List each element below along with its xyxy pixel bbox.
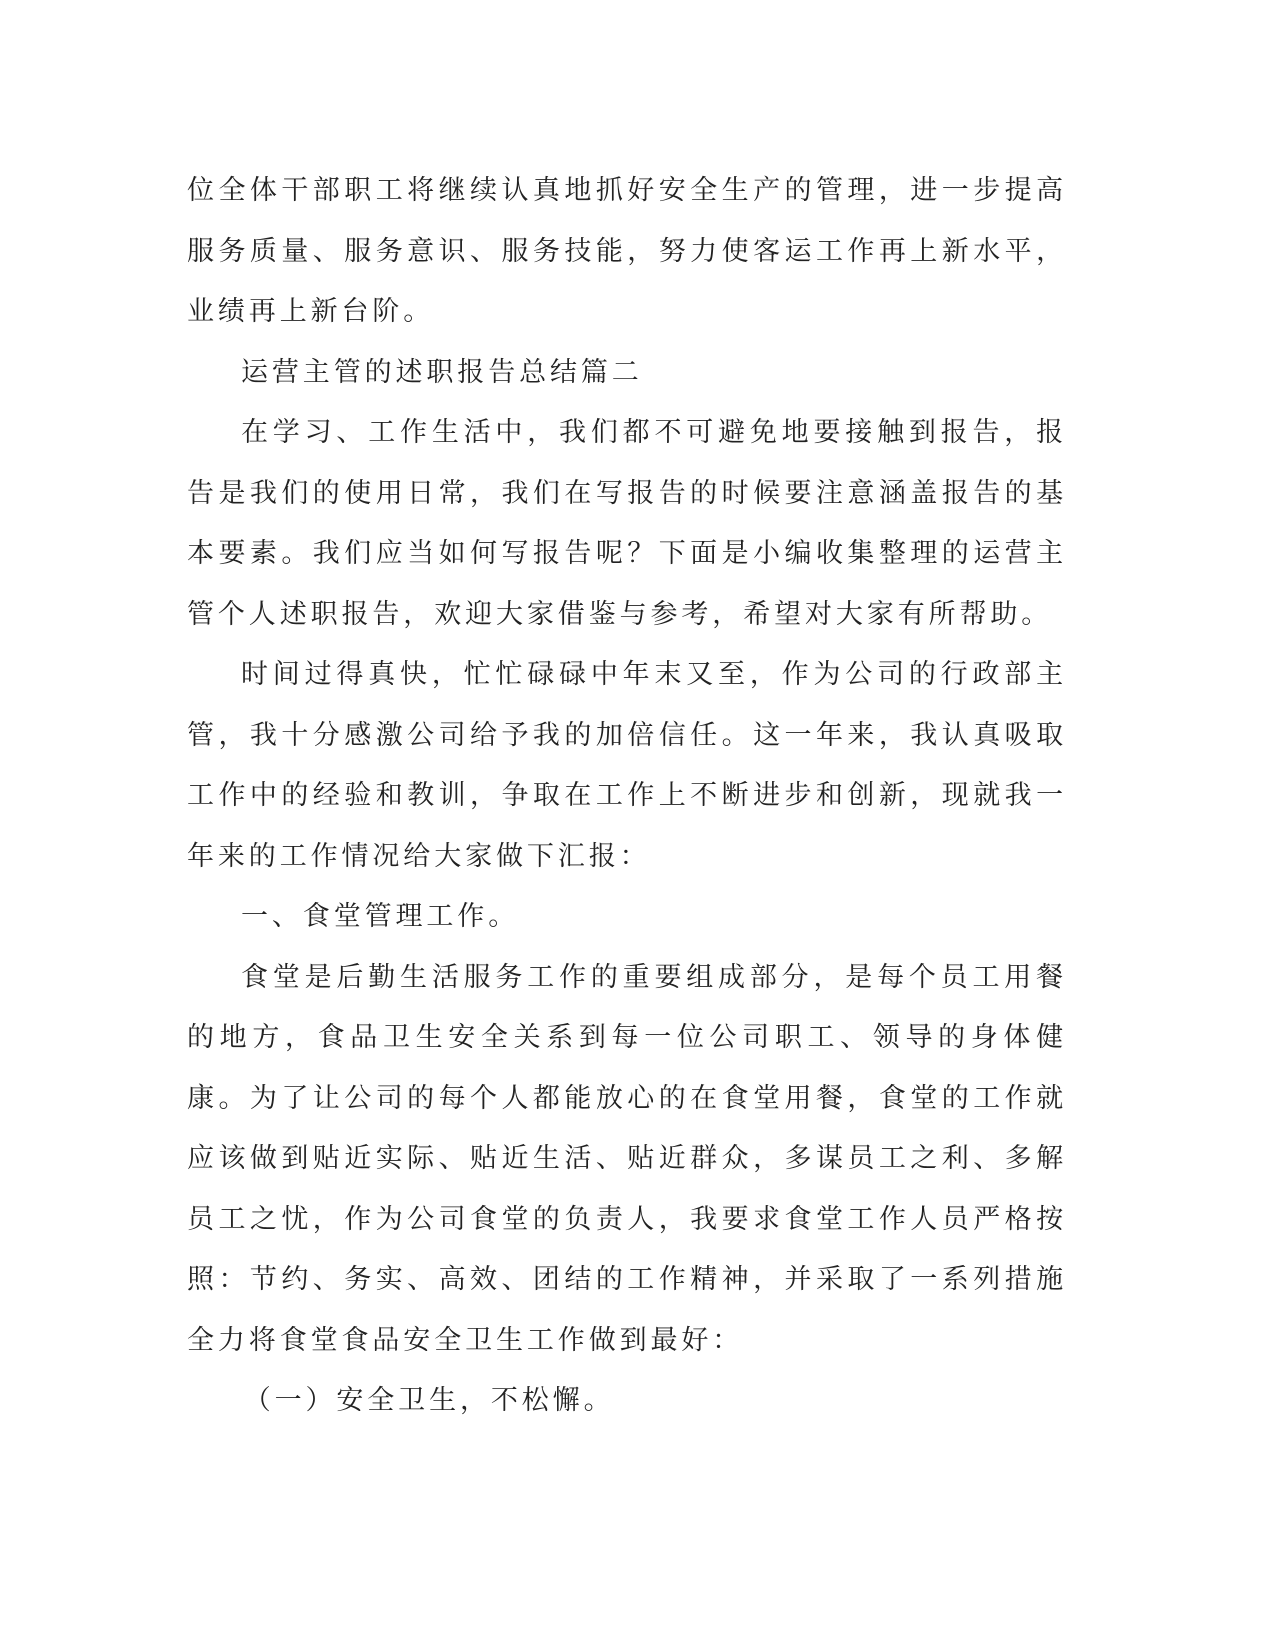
paragraph-intro: 在学习、工作生活中，我们都不可避免地要接触到报告，报告是我们的使用日常，我们在写报告的时候要注意涵盖报告的基本要素。我们应当如何写报告呢？下面是小编收集整理的运营主管个人述职报告，欢迎大家借鉴与参考，希望对大家有所帮助。: [187, 417, 1067, 630]
section-title: 运营主管的述职报告总结篇二: [241, 356, 643, 388]
paragraph-continuation: 位全体干部职工将继续认真地抓好安全生产的管理，进一步提高服务质量、服务意识、服务技能，努力使客运工作再上新水平，业绩再上新台阶。: [187, 175, 1067, 327]
heading-canteen-management: 一、食堂管理工作。: [241, 901, 520, 932]
paragraph-summary: 时间过得真快，忙忙碌碌中年末又至，作为公司的行政部主管，我十分感激公司给予我的加倍信任。这一年来，我认真吸取工作中的经验和教训，争取在工作上不断进步和创新，现就我一年来的工作情况给大家做下汇报：: [187, 659, 1067, 872]
document-body: [187, 161, 1067, 1432]
subheading-safety-hygiene: （一）安全卫生，不松懈。: [243, 1385, 615, 1416]
paragraph-canteen: 食堂是后勤生活服务工作的重要组成部分，是每个员工用餐的地方，食品卫生安全关系到每一位公司职工、领导的身体健康。为了让公司的每个人都能放心的在食堂用餐，食堂的工作就应该做到贴近实际、贴近生活、贴近群众，多谋员工之利、多解员工之忧，作为公司食堂的负责人，我要求食堂工作人员严格按照：节约、务实、高效、团结的工作精神，并采取了一系列措施全力将食堂食品安全卫生工作做到最好：: [187, 961, 1067, 1356]
